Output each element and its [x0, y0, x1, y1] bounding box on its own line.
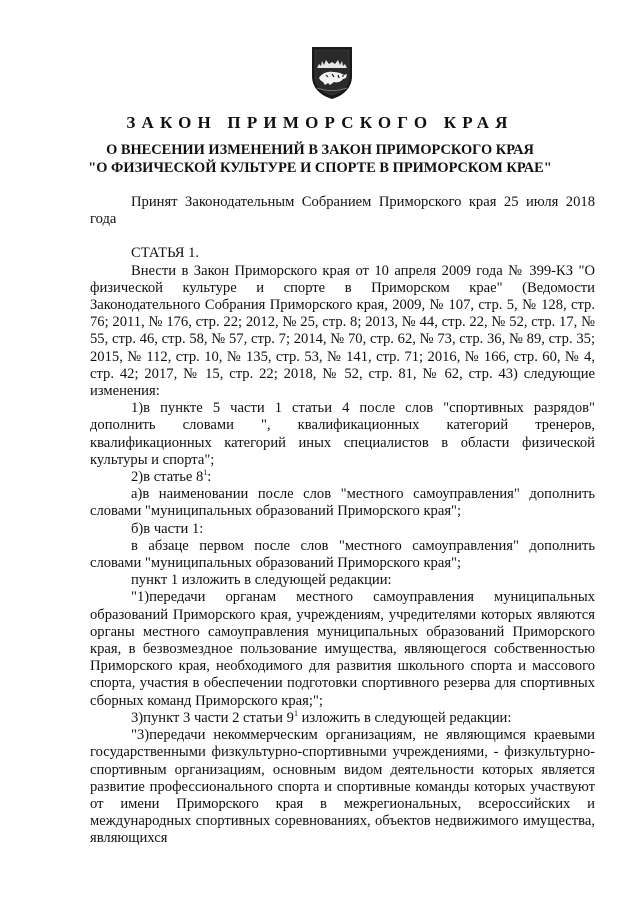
item-2b-second-paragraph: пункт 1 изложить в следующей редакции: [131, 572, 392, 589]
item-3-paragraph [90, 710, 595, 727]
item-3-text: 3)пункт 3 части 2 статьи 9 [131, 709, 294, 726]
item-2b-paragraph: б)в части 1: [131, 520, 204, 537]
article-intro-paragraph: Внести в Закон Приморского края от 10 апреля 2009 года № 399-КЗ "О физической культуре и спорте в Приморском крае" (Ведомости Законодательного Собрания Приморского края, 2009, № 107, стр. 5, № 128, стр. 76; 2011, № 176, стр. 22; 2012, № 25, стр. 8; 2013, № 44, стр. 22, № 52, стр. 17, № 55, стр. 46, стр. 58, № 57, стр. 7; 2014, № 70, стр. 62, № 73, стр. 36, № 89, стр. 35; 2015, № 112, стр. 10, № 135, стр. 53, № 141, стр. 71; 2016, № 166, стр. 60, № 4, стр. 42; 2017, № 15, стр. 22; 2018, № 52, стр. 81, № 62, стр. 43) следующие изменения: [90, 262, 595, 400]
law-subtitle-line1: О ВНЕСЕНИИ ИЗМЕНЕНИЙ В ЗАКОН ПРИМОРСКОГО КРАЯ [106, 142, 534, 158]
adoption-statement: Принят Законодательным Собранием Приморского края 25 июля 2018 года [90, 194, 595, 228]
law-title: ЗАКОН ПРИМОРСКОГО КРАЯ [126, 113, 514, 132]
item-1-paragraph: 1)в пункте 5 части 1 статьи 4 после слов "спортивных разрядов" дополнить словами ", квалификационных категорий тренеров, квалификационных категорий иных специалистов в области физической культуры и спорта"; [90, 400, 595, 468]
article-heading: СТАТЬЯ 1. [131, 245, 200, 262]
document-body [90, 194, 595, 848]
item-2-suffix: : [207, 469, 212, 486]
item-2-superscript: 1 [203, 468, 208, 478]
law-subtitle-line2: "О ФИЗИЧЕСКОЙ КУЛЬТУРЕ И СПОРТЕ В ПРИМОРСКОМ КРАЕ" [88, 160, 552, 176]
item-2-text: 2)в статье 8 [131, 469, 204, 486]
item-3-quoted-text: "3)передачи некоммерческим организациям, не являющимся краевыми государственными физкультурно-спортивными учреждениями, - физкультурно-спортивным организациям, основным видом деятельности которых является развитие профессионального спорта и спортивные команды которых участвуют от имени Приморского края в межрегиональных, всероссийских и международных спортивных соревнованиях, объектов недвижимого имущества, являющихся [90, 727, 595, 847]
primorsky-krai-coat-of-arms-icon [308, 44, 356, 100]
item-2-paragraph [90, 469, 595, 486]
item-2b-quoted-text: "1)передачи органам местного самоуправления муниципальных образований Приморского края, учреждениям, учредителями которых являются органы местного самоуправления муниципальных образований Приморского края, в безвозмездное пользование имущества, являющегося собственностью Приморского края, необходимого для развития школьного спорта и массового спорта, участия в обеспечении подготовки спортивного резерва для спортивных сборных команд Приморского края;"; [90, 589, 595, 709]
item-2a-paragraph: а)в наименовании после слов "местного самоуправления" дополнить словами "муниципальных образований Приморского края"; [90, 486, 595, 520]
item-3-suffix: изложить в следующей редакции: [297, 709, 512, 726]
item-2b-first-paragraph: в абзаце первом после слов "местного самоуправления" дополнить словами "муниципальных образований Приморского края"; [90, 537, 595, 572]
item-3-superscript: 1 [293, 709, 298, 719]
